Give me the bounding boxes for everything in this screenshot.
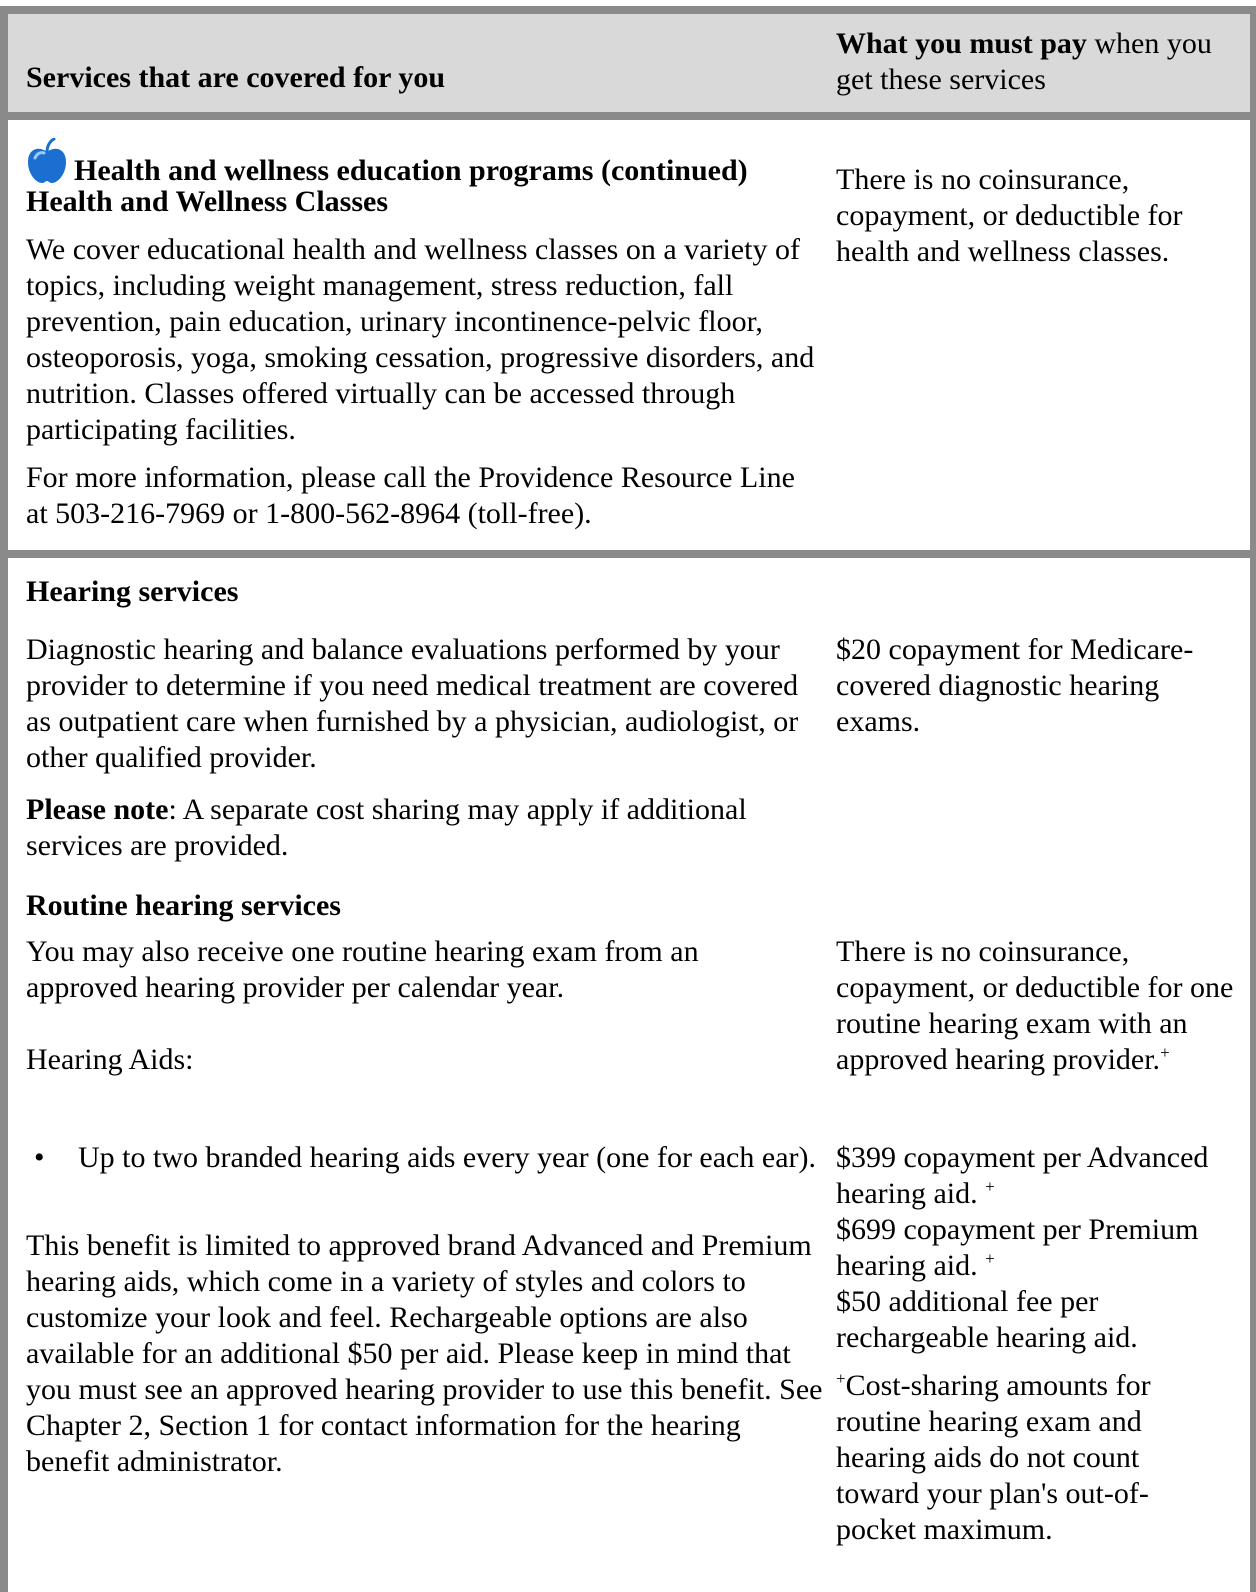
note-text: : A separate cost sharing may apply if additional services are provided. (26, 793, 747, 862)
header-cost-rest: when you get these services (836, 27, 1212, 96)
table-left-border (0, 6, 8, 1592)
plus-marker: + (836, 1369, 846, 1388)
cost-sharing-note (26, 792, 806, 864)
plus-marker: + (985, 1177, 995, 1196)
section-title-hearing: Hearing services (26, 575, 239, 608)
table-top-border (0, 6, 1256, 14)
diagnostic-hearing-cost: $20 copayment for Medicare-covered diagnostic hearing exams. (836, 633, 1194, 738)
wellness-subtitle: Health and Wellness Classes (26, 185, 389, 218)
wellness-title-text: Health and wellness education programs (continued) (74, 154, 748, 187)
routine-hearing-cost (836, 934, 1236, 1078)
out-of-pocket-footnote (836, 1368, 1226, 1548)
advanced-aid-cost (836, 1140, 1226, 1212)
plus-marker: + (985, 1249, 995, 1268)
wellness-cost: There is no coinsurance, copayment, or deductible for health and wellness classes. (836, 163, 1183, 268)
hearing-aids-bullet-text: Up to two branded hearing aids every year (one for each ear). (78, 1141, 816, 1174)
premium-aid-cost (836, 1212, 1226, 1284)
header-divider (0, 112, 1256, 120)
plus-marker: + (1160, 1043, 1170, 1062)
hearing-aid-costs (836, 1140, 1226, 1548)
header-cost-bold: What you must pay (836, 27, 1087, 60)
footnote-text: Cost-sharing amounts for routine hearing exam and hearing aids do not count toward your plan's out-of-pocket maximum. (836, 1369, 1151, 1546)
advanced-aid-cost-text: $399 copayment per Advanced hearing aid. (836, 1141, 1209, 1210)
routine-hearing-title: Routine hearing services (26, 889, 341, 922)
wellness-contact-info: For more information, please call the Providence Resource Line at 503-216-7969 or 1-800-562-8964 (toll-free). (26, 461, 795, 530)
section-divider (0, 550, 1256, 558)
rechargeable-fee: $50 additional fee per rechargeable hearing aid. (836, 1285, 1138, 1354)
diagnostic-hearing-description: Diagnostic hearing and balance evaluations performed by your provider to determine if you need medical treatment are covered as outpatient care when furnished by a physician, audiologist, or other qualified provider. (26, 633, 799, 774)
wellness-description: We cover educational health and wellness classes on a variety of topics, including weight management, stress reduction, fall prevention, pain education, urinary incontinence-pelvic floor, osteoporosis, yoga, smoking cessation, progressive disorders, and nutrition. Classes offered virtually can be accessed through participating facilities. (26, 233, 815, 446)
hearing-aids-label: Hearing Aids: (26, 1043, 194, 1076)
note-label: Please note (26, 793, 169, 826)
premium-aid-cost-text: $699 copayment per Premium hearing aid. (836, 1213, 1199, 1282)
routine-cost-text: There is no coinsurance, copayment, or deductible for one routine hearing exam with an approved hearing provider. (836, 935, 1234, 1076)
header-cost-label (836, 26, 1226, 98)
routine-hearing-description: You may also receive one routine hearing exam from an approved hearing provider per calendar year. (26, 935, 699, 1004)
header-services-label: Services that are covered for you (26, 61, 446, 94)
table-right-border (1250, 6, 1256, 1592)
bullet-icon: • (34, 1141, 45, 1174)
hearing-benefit-description: This benefit is limited to approved brand Advanced and Premium hearing aids, which come in a variety of styles and colors to customize your look and feel. Rechargeable options are also available for an additional $50 per aid. Please keep in mind that you must see an approved hearing provider to use this benefit. See Chapter 2, Section 1 for contact information for the hearing benefit administrator. (26, 1229, 823, 1478)
